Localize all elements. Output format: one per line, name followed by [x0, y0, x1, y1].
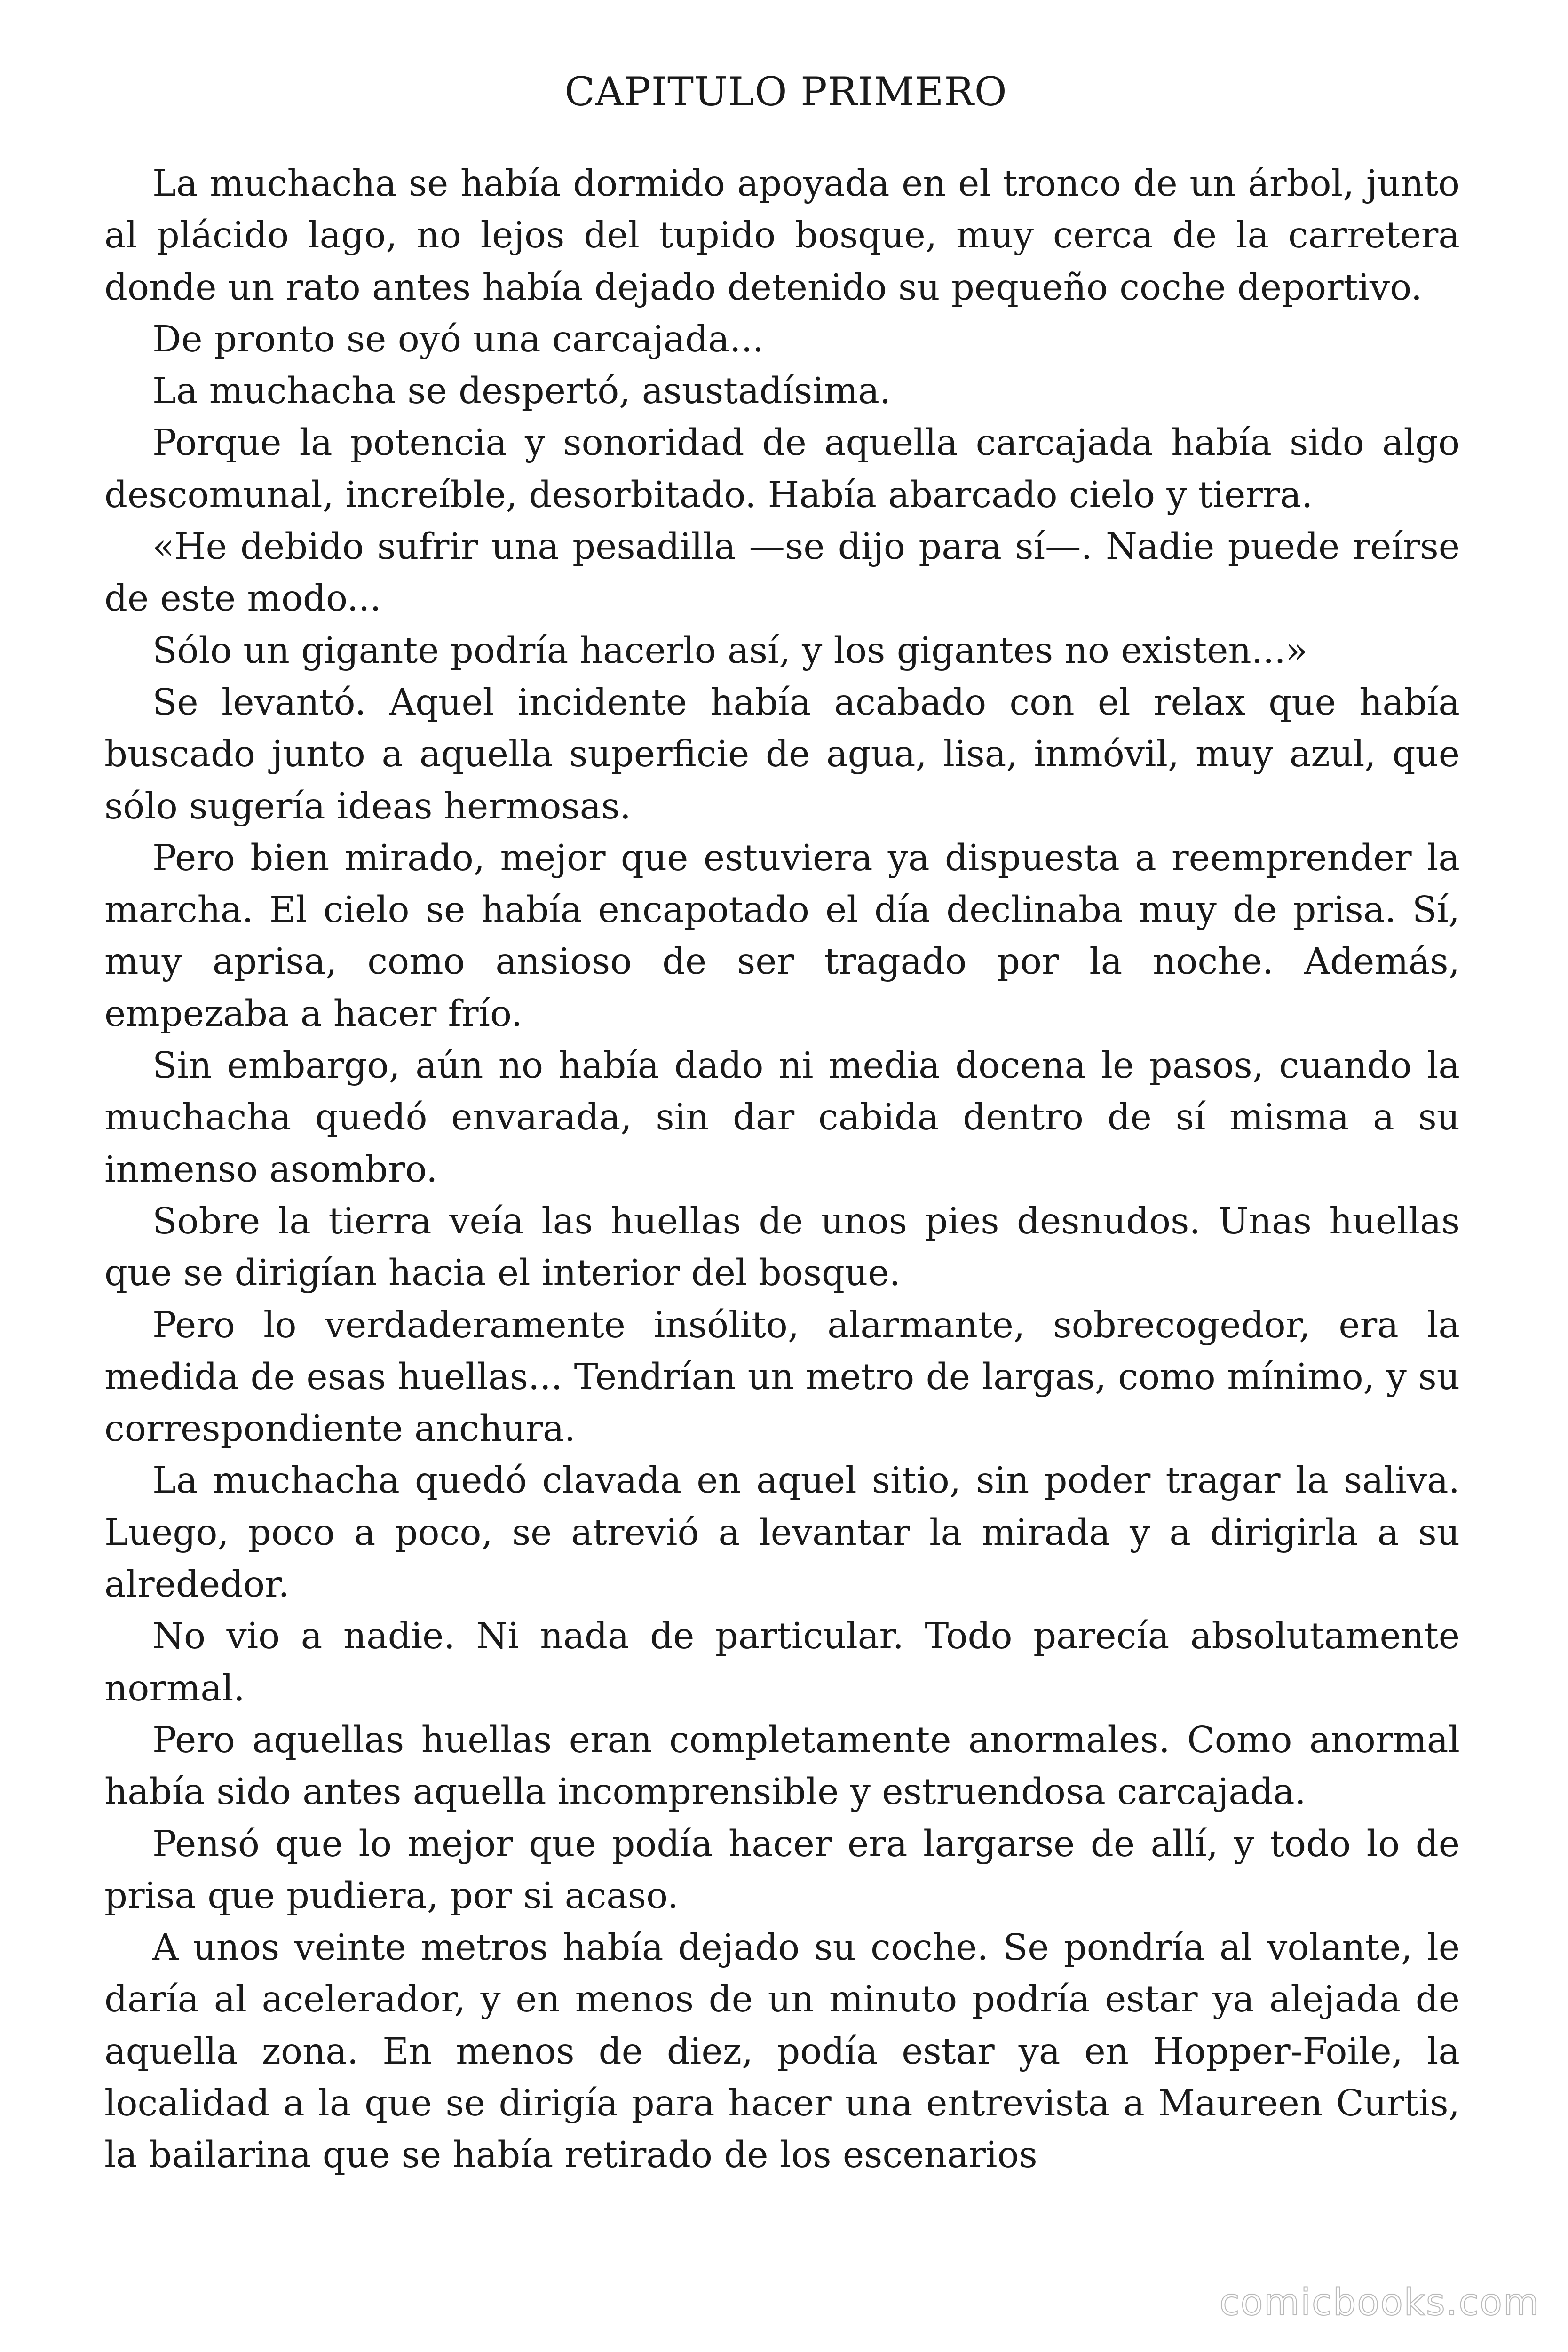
- paragraph-3: La muchacha se despertó, asustadísima.: [152, 370, 891, 413]
- paragraph-12: La muchacha quedó clavada en aquel sitio, sin poder tragar la saliva. Luego, poco a poco, se atrevió a levantar la mirada y a dirigirla a su alrededor.: [104, 1460, 1460, 1606]
- paragraph-14: Pero aquellas huellas eran completamente anormales. Como anormal había sido antes aquella incomprensible y estruendosa carcajada.: [104, 1719, 1460, 1813]
- paragraph-8: Pero bien mirado, mejor que estuviera ya dispuesta a reemprender la marcha. El cielo se había encapotado el día declinaba muy de prisa. Sí, muy aprisa, como ansioso de ser tragado por la noche. Además, empezaba a hacer frío.: [104, 837, 1460, 1035]
- chapter-title: CAPITULO PRIMERO: [564, 69, 1007, 115]
- paragraph-1: La muchacha se había dormido apoyada en el tronco de un árbol, junto al plácido lago, no lejos del tupido bosque, muy cerca de la carretera donde un rato antes había dejado detenido su pequeño coche deportivo.: [104, 163, 1460, 309]
- paragraph-16: A unos veinte metros había dejado su coche. Se pondría al volante, le daría al acelerador, y en menos de un minuto podría estar ya alejada de aquella zona. En menos de diez, podía estar ya en Hopper-Foile, la localidad a la que se dirigía para hacer una entrevista a Maureen Curtis, la bailarina que se había retirado de los escenarios: [104, 1927, 1460, 2177]
- watermark: comicbooks.com: [1219, 2281, 1540, 2324]
- paragraph-9: Sin embargo, aún no había dado ni media docena le pasos, cuando la muchacha quedó envarada, sin dar cabida dentro de sí misma a su inmenso asombro.: [104, 1045, 1460, 1191]
- paragraph-15: Pensó que lo mejor que podía hacer era largarse de allí, y todo lo de prisa que pudiera, por si acaso.: [104, 1823, 1460, 1917]
- paragraph-2: De pronto se oyó una carcajada...: [152, 318, 764, 360]
- paragraph-4: Porque la potencia y sonoridad de aquella carcajada había sido algo descomunal, increíble, desorbitado. Había abarcado cielo y tierra.: [104, 422, 1460, 516]
- paragraph-11: Pero lo verdaderamente insólito, alarmante, sobrecogedor, era la medida de esas huellas... Tendrían un metro de largas, como mínimo, y su correspondiente anchura.: [104, 1304, 1460, 1450]
- paragraph-10: Sobre la tierra veía las huellas de unos pies desnudos. Unas huellas que se dirigían hacia el interior del bosque.: [104, 1200, 1460, 1295]
- paragraph-6: Sólo un gigante podría hacerlo así, y los gigantes no existen...»: [152, 629, 1308, 672]
- paragraph-13: No vio a nadie. Ni nada de particular. Todo parecía absolutamente normal.: [104, 1615, 1460, 1709]
- chapter-body: [104, 158, 1460, 2182]
- paragraph-5: «He debido sufrir una pesadilla —se dijo para sí—. Nadie puede reírse de este modo...: [104, 526, 1460, 620]
- paragraph-7: Se levantó. Aquel incidente había acabado con el relax que había buscado junto a aquella superficie de agua, lisa, inmóvil, muy azul, que sólo sugería ideas hermosas.: [104, 681, 1460, 827]
